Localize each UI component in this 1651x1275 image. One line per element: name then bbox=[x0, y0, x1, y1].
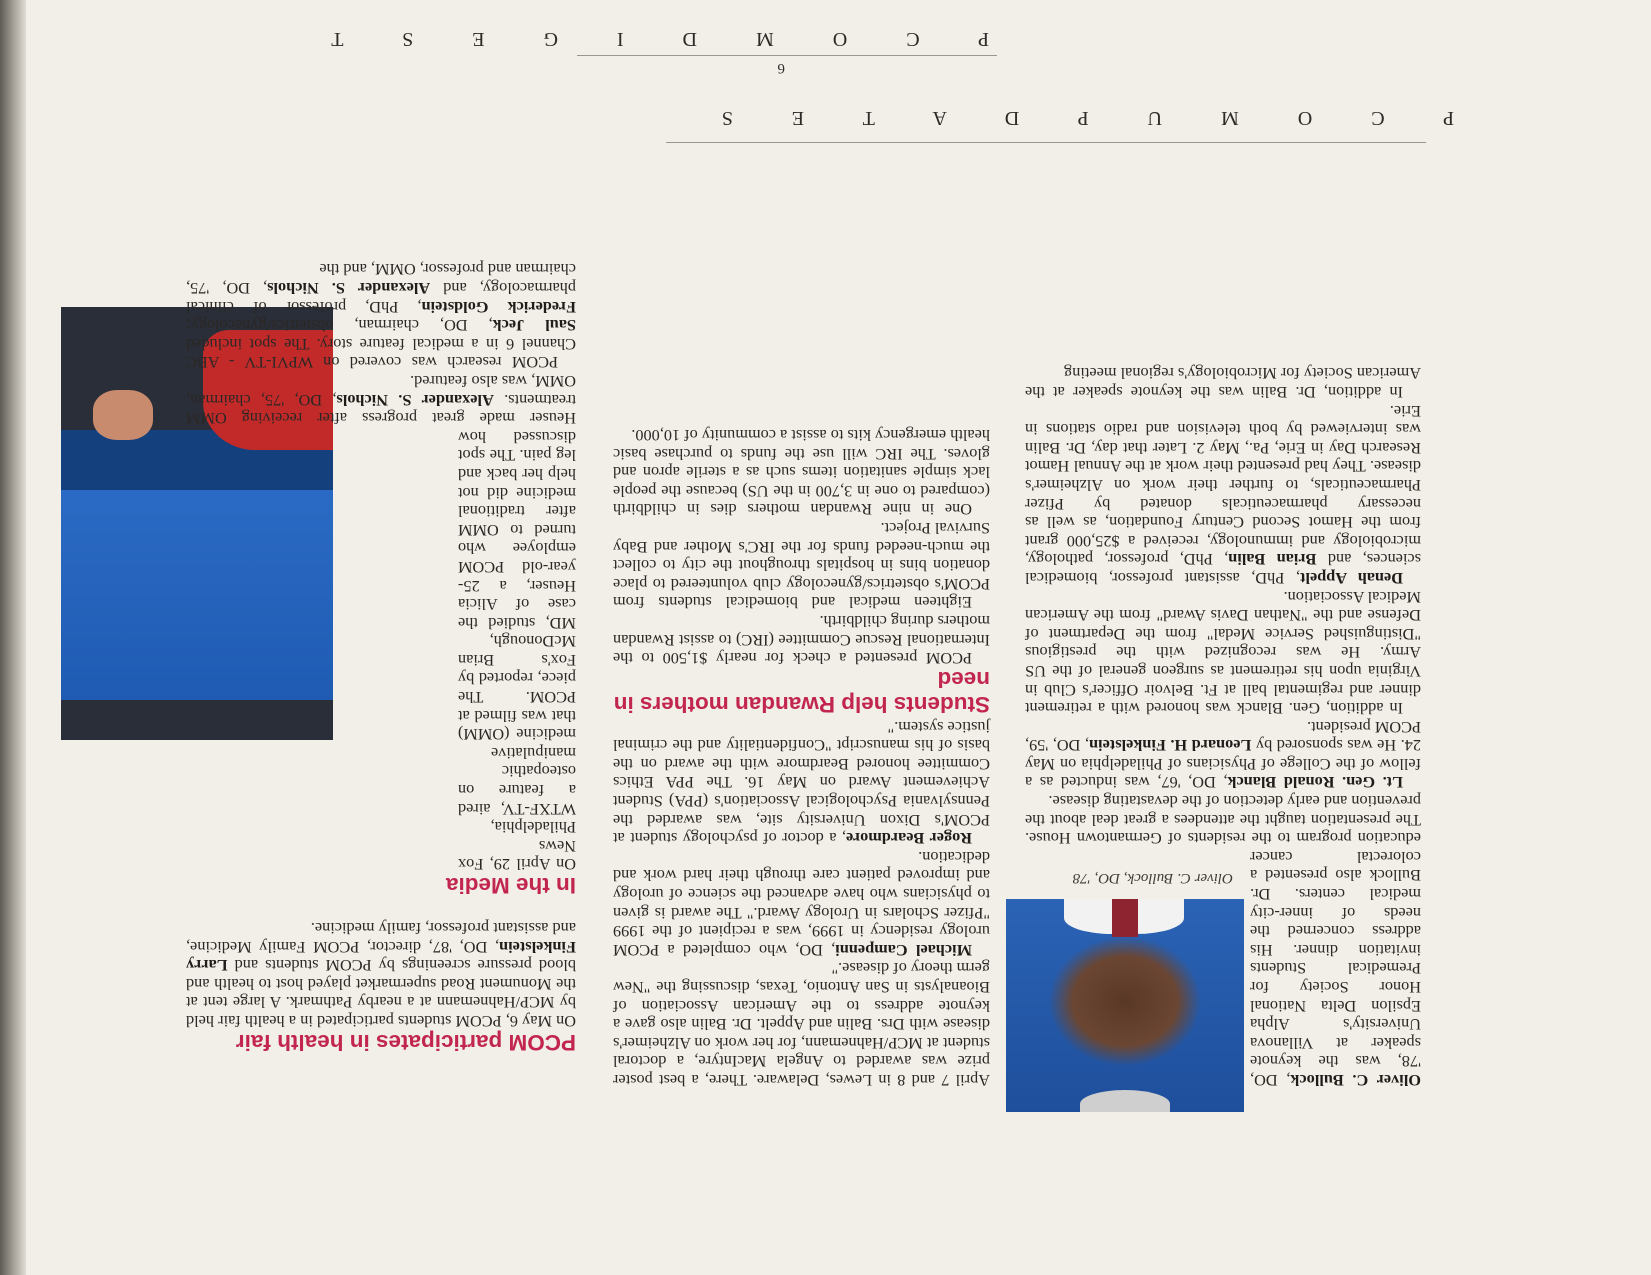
blanck-paragraph bbox=[1025, 717, 1421, 791]
text: , PhD, assistant professor, biomedical sciences, and bbox=[1025, 550, 1421, 588]
beardmore-paragraph bbox=[613, 717, 990, 847]
binding-gutter bbox=[0, 0, 26, 1275]
health-fair-paragraph bbox=[186, 918, 576, 1030]
health-fair-heading: PCOM participates in health fair bbox=[235, 1030, 576, 1055]
name-balin: Brian Balin bbox=[1228, 550, 1317, 570]
name-larry-finkelstein: Larry Finkelstein bbox=[186, 937, 576, 976]
rwandan-heading: Students help Rwandan mothers in need bbox=[613, 667, 990, 718]
text: , PhD, professor, pathology, microbiology and immunology, received a $25,000 grant from the Hamot Second Century Foundation, as well as necessary pharmaceuticals donated by Pfizer Pharmaceuticals, to further their work on Alzheimer's disease. They had presented their work at the Annual Hamot Research Day in Erie, Pa., May 2. Later that day, Dr. Balin was interviewed by both television and radio stations in Erie. bbox=[1025, 401, 1421, 570]
text: , DO, '87, director, PCOM Family Medicine, and assistant professor, family medicine. bbox=[186, 919, 576, 957]
media-heading: In the Media bbox=[445, 873, 576, 899]
text: , DO, chairman, obstetrics/gynecology; bbox=[186, 316, 493, 336]
name-goldstein: Frederick Goldstein bbox=[421, 297, 576, 317]
campenni-paragraph bbox=[613, 847, 990, 959]
header-pcom-digest: P C O M D I G E S T bbox=[304, 28, 989, 50]
text: , DO, '75, chairman and professor, OMM, and the bbox=[186, 260, 576, 299]
text: On May 6, PCOM students participated in a health fair held by MCP/Hahnemann at a nearby Pathmark. A large tent at the Monument Road supermarket played host to health and blood pressure screenings by PCOM students and bbox=[186, 956, 576, 1031]
wpvi-paragraph bbox=[186, 260, 576, 372]
text: , DO, '59, PCOM president. bbox=[1025, 717, 1421, 756]
practitioner-hand bbox=[93, 390, 153, 440]
text: On April 29, Fox News Philadelphia, WTXF-TV, aired a feature on osteopathic manipulative medicine (OMM) that was filmed at PCOM. The piece, reported by Fox's Brian McDonough, MD, studied the case of Alicia Heuser, a 25-year-old PCOM employee who turned to OMM after traditional medicine did not help her back and leg pain. The spot discussed how Heuser made great progress after receiving OMM treatments. bbox=[186, 390, 576, 875]
name-nichols: Alexander S. Nichols bbox=[336, 390, 494, 410]
name-finkelstein: Leonard H. Finkelstein bbox=[1089, 736, 1252, 756]
lewes-paragraph: April 7 and 8 in Lewes, Delaware. There, a best poster prize was awarded to Angela MacIntyre, a doctoral student at MCP/Hahnemann, for her work on Alzheimer's disease with Drs. Balin and Appelt. Dr. Balin also gave a keynote address to the American Association of Bioanalysts in San Antonio, Texas, discussing the "New germ theory of disease." bbox=[613, 959, 990, 1090]
balin-keynote-paragraph: In addition, Dr. Balin was the keynote speaker at the American Society for Microbiology's regional meeting bbox=[1025, 364, 1421, 403]
page-number: 6 bbox=[777, 60, 785, 76]
text: , DO, who completed a PCOM urology residency in 1999, was a recipient of the 1999 "Pfizer Scholars in Urology Award." The award is given to physicians who have advanced the science of urology and improved patient care through their hard work and dedication. bbox=[613, 847, 990, 960]
name-nichols: Alexander S. Nichols bbox=[267, 279, 431, 299]
media-photo-wrap-space bbox=[186, 429, 458, 873]
name-jeck: Saul Jeck bbox=[492, 316, 576, 336]
photo-caption: Oliver C. Bullock, DO, '78 bbox=[1072, 870, 1233, 886]
text: PCOM research was covered on WPVI-TV - ABC Channel 6 in a medical feature story. The spot included bbox=[186, 334, 576, 373]
text: , DO, '75, chairman, OMM, was also featured. bbox=[185, 372, 576, 410]
rwanda-statistics-paragraph: One in nine Rwandan mothers dies in childbirth (compared to one in 3,700 in the US) because the people lack simple sanitation items such as a sterile apron and gloves. The IRC will use the funds to purchase basic health emergency kits to assist a community of 10,000. bbox=[613, 426, 990, 520]
blanck-addition-paragraph: In addition, Gen. Blanck was honored with a retirement dinner and regimental ball at Ft. Belvoir Officer's Club in Virginia upon his retirement as surgeon general of the US Army. He was recognized with the prestigious "Distinguished Service Medal" from the Department of Defense and the "Nathan Davis Award" from the American Medical Association. bbox=[1025, 587, 1421, 719]
header-rule-right bbox=[577, 55, 997, 56]
name-blanck: Lt. Gen. Ronald Blanck bbox=[1227, 773, 1403, 793]
text: , a doctor of psychology student at PCOM's Dixon University site, was awarded the Pennsylvania Psychological Association's (PPA) Student Achievement Award on May 16. The PPA Ethics Committee honored Beardmore with the award on the basis of his manuscript "Confidentiality and the criminal justice system." bbox=[613, 717, 990, 849]
students-volunteer-paragraph: Eighteen medical and biomedical students from PCOM's obstetrics/gynecology club volunteered to place donation bins in hospitals throughout the city to collect the much-needed funds for the IRC's Mother and Baby Survival Project. bbox=[613, 518, 990, 613]
name-campenni: Michael Campenni bbox=[835, 940, 972, 960]
text: , PhD, professor of clinical pharmacology, and bbox=[185, 279, 576, 317]
header-rule-left bbox=[666, 142, 1426, 143]
name-beardmore: Roger Beardmore bbox=[845, 829, 972, 849]
column-2 bbox=[613, 425, 990, 1089]
check-paragraph: PCOM presented a check for nearly $1,500 to the International Rescue Committee (IRC) to assist Rwandan mothers during childbirth. bbox=[613, 611, 990, 669]
column-1 bbox=[1025, 364, 1421, 1089]
text: , DO, '67, was inducted as a fellow of the College of Physicians of Philadelphia on May 24. He was sponsored by bbox=[1025, 736, 1421, 793]
appelt-balin-paragraph bbox=[1025, 401, 1421, 587]
column-3 bbox=[186, 260, 576, 1055]
name-bullock: Oliver C. Bullock bbox=[1290, 1071, 1421, 1090]
photo-wrap-space bbox=[1025, 865, 1250, 1089]
text: , DO, '78, was the keynote speaker at Villanova University's Alpha Epsilon Delta National Honor Society for Premedical Students invitation dinner. His address concerned the needs of inner-city medical centers. Dr. Bullock also presented a colorectal cancer education program to the residents of Germantown House. The presentation taught the attendees a great deal about the prevention and early detection of the devastating disease. bbox=[1025, 792, 1421, 1090]
name-appelt: Denah Appelt bbox=[1300, 568, 1403, 588]
gray-hair bbox=[1080, 1090, 1170, 1112]
header-pcom-updates: P C O M U P D A T E S bbox=[694, 107, 1454, 129]
